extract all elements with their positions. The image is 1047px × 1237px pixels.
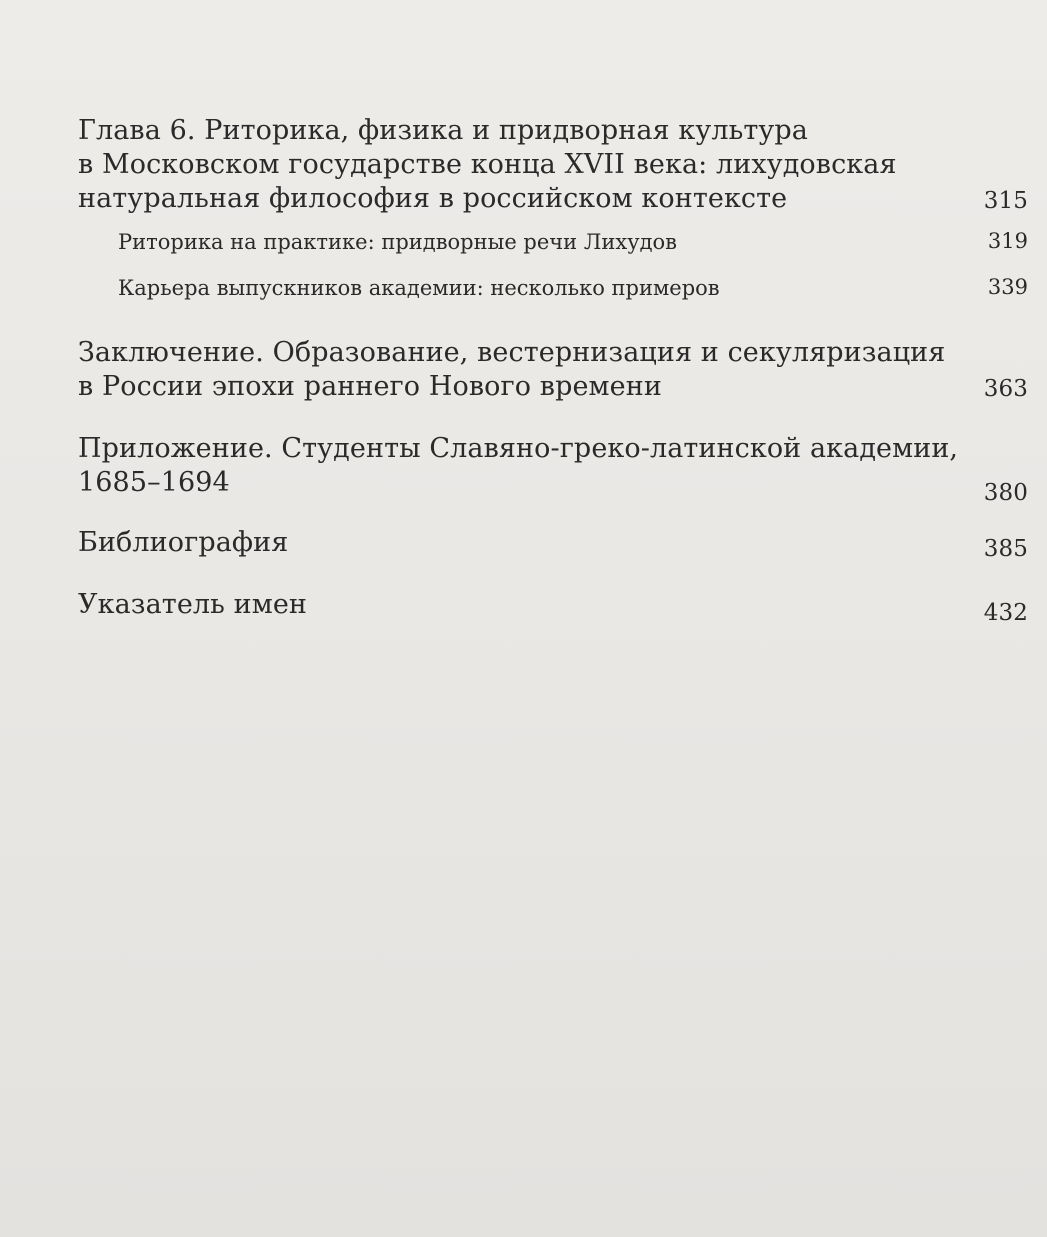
toc-page-number: 380 xyxy=(983,480,1028,506)
toc-subentry xyxy=(78,274,1028,302)
toc-entry-title-text: натуральная философия в российском контексте xyxy=(78,183,788,214)
toc-subentry xyxy=(78,228,1028,256)
toc-entry-title-text: Указатель имен xyxy=(78,589,308,620)
toc-page-number: 385 xyxy=(983,536,1028,562)
toc-entry-title-line: в Московском государстве конца XVII века: лихудовская xyxy=(78,149,897,180)
toc-entry-title-line: Приложение. Студенты Славяно-греко-латинской академии, xyxy=(78,433,959,464)
toc-entry-bibliography xyxy=(78,526,1028,560)
toc-entry-title-line: Заключение. Образование, вестернизация и секуляризация xyxy=(78,337,946,368)
toc-entry-chapter-6 xyxy=(78,114,1028,302)
toc-page-number: 315 xyxy=(983,188,1028,214)
toc-entry-name-index xyxy=(78,588,1028,626)
toc-entry-appendix xyxy=(78,432,1028,506)
toc-page-number: 319 xyxy=(987,229,1028,253)
toc-entry-title-line xyxy=(78,466,1028,506)
toc-entry-title-text: Библиография xyxy=(78,527,289,558)
toc-entry-title-line xyxy=(78,182,1028,216)
toc-entry-title-line xyxy=(78,526,1028,560)
toc-entry-title-line: Глава 6. Риторика, физика и придворная культура xyxy=(78,115,808,146)
toc-entry-title-text: 1685–1694 xyxy=(78,467,230,498)
toc-entry-title-line xyxy=(78,370,1028,404)
toc-entry-title-line xyxy=(78,588,1028,626)
toc-entry-conclusion xyxy=(78,336,1028,404)
toc-page-number: 432 xyxy=(983,600,1028,626)
toc-entry-title-text: в России эпохи раннего Нового времени xyxy=(78,371,662,402)
toc-subentry-title: Карьера выпускников академии: несколько примеров xyxy=(118,276,720,300)
toc-page-number: 363 xyxy=(983,376,1028,402)
toc-subentry-title: Риторика на практике: придворные речи Лихудов xyxy=(118,230,677,254)
toc-page-number: 339 xyxy=(987,275,1028,299)
